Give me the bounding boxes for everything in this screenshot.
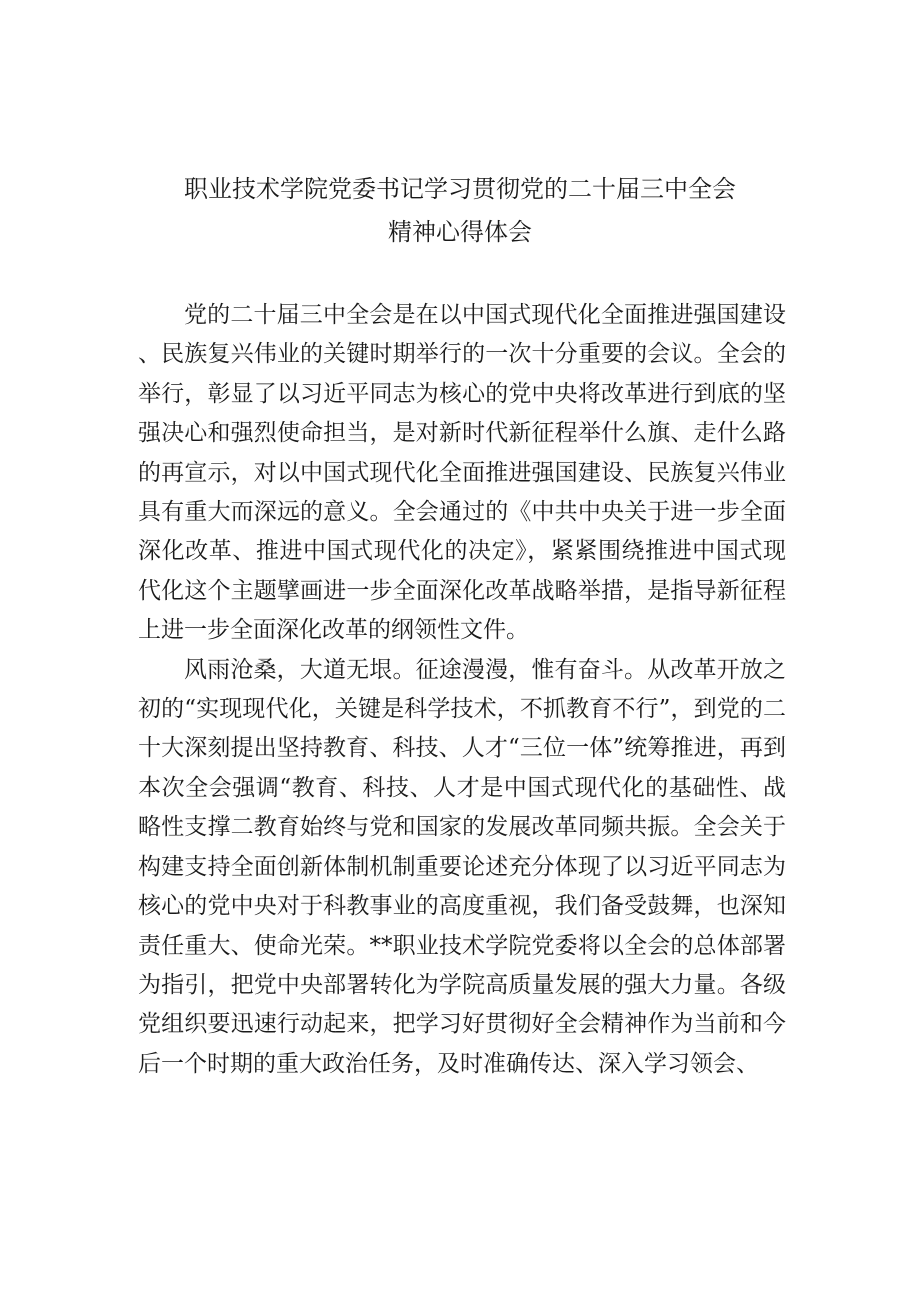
title-line-1: 职业技术学院党委书记学习贯彻党的二十届三中全会 bbox=[184, 175, 736, 203]
document-title bbox=[0, 168, 920, 254]
title-line-2: 精神心得体会 bbox=[388, 218, 532, 246]
paragraph-1: 党的二十届三中全会是在以中国式现代化全面推进强国建设、民族复兴伟业的关键时期举行的一次十分重要的会议。全会的举行，彰显了以习近平同志为核心的党中央将改革进行到底的坚强决心和强烈使命担当，是对新时代新征程举什么旗、走什么路的再宣示，对以中国式现代化全面推进强国建设、民族复兴伟业具有重大而深远的意义。全会通过的《中共中央关于进一步全面深化改革、推进中国式现代化的决定》，紧紧围绕推进中国式现代化这个主题擘画进一步全面深化改革战略举措，是指导新征程上进一步全面深化改革的纲领性文件。 bbox=[138, 302, 786, 644]
document-body bbox=[138, 296, 786, 1084]
paragraph-2: 风雨沧桑，大道无垠。征途漫漫，惟有奋斗。从改革开放之初的“实现现代化，关键是科学技术，不抓教育不行”，到党的二十大深刻提出坚持教育、科技、人才“三位一体”统筹推进，再到本次全会强调“教育、科技、人才是中国式现代化的基础性、战略性支撑二教育始终与党和国家的发展改革同频共振。全会关于构建支持全面创新体制机制重要论述充分体现了以习近平同志为核心的党中央对于科教事业的高度重视，我们备受鼓舞，也深知责任重大、使命光荣。**职业技术学院党委将以全会的总体部署为指引，把党中央部署转化为学院高质量发展的强大力量。各级党组织要迅速行动起来，把学习好贯彻好全会精神作为当前和今后一个时期的重大政治任务，及时准确传达、深入学习领会、 bbox=[138, 656, 786, 1077]
